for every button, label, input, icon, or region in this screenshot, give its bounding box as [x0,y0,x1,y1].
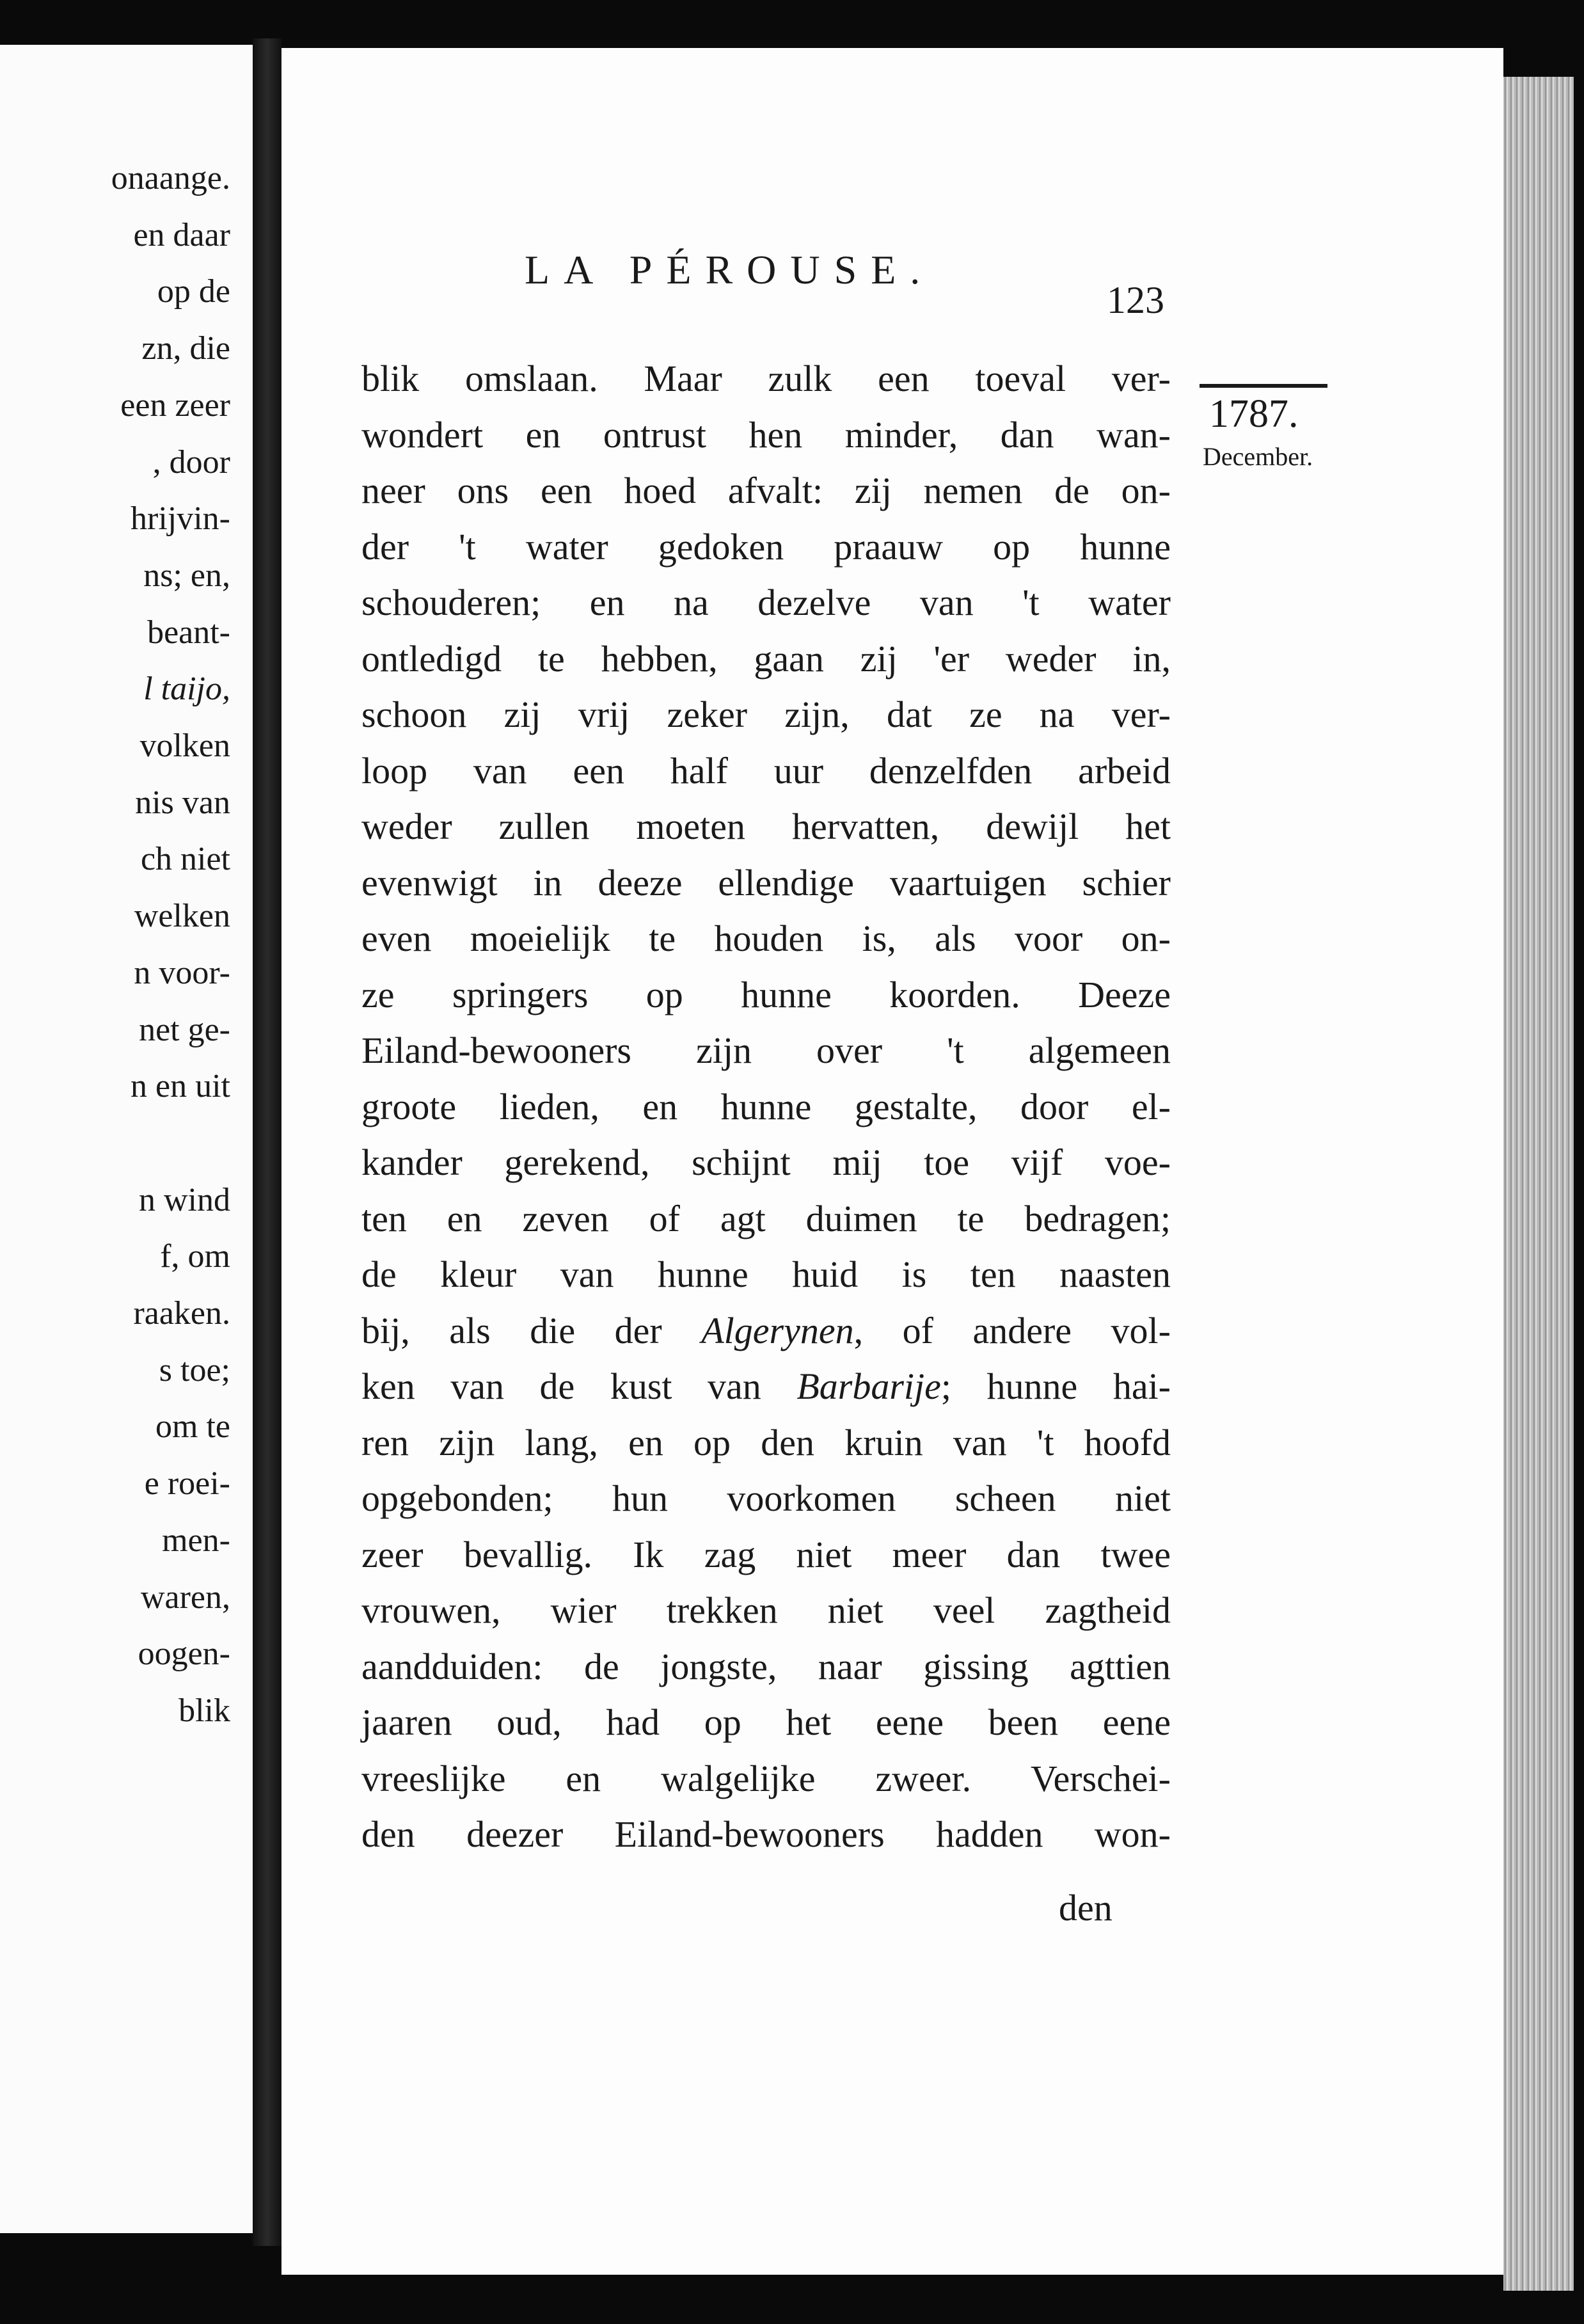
text-line [361,351,1171,407]
text-segment: ren zijn lang, en op den kruin van 't hoofd [361,1421,1171,1463]
text-line [361,1246,1171,1303]
text-segment: den deezer Eiland-bewooners hadden won- [361,1813,1171,1855]
left-page-fragment: f, om [160,1238,230,1275]
left-page-fragment: onaange. [111,160,230,196]
italic-place-name: Algerynen [701,1309,854,1351]
catchword: den [1059,1887,1113,1929]
left-page-fragment: s toe; [159,1351,230,1389]
text-segment: , of andere vol- [853,1309,1171,1351]
text-line [361,1806,1171,1863]
text-line [361,743,1171,799]
body-text [361,351,1171,1863]
text-segment: neer ons een hoed afvalt: zij nemen de on- [361,470,1171,511]
text-line [361,463,1171,519]
left-page-fragment: men- [162,1522,230,1559]
text-segment: ontledigd te hebben, gaan zij 'er weder in, [361,637,1171,680]
text-line [361,1751,1171,1807]
text-segment: ten en zeven of agt duimen te bedragen; [361,1197,1171,1239]
text-line [361,855,1171,911]
text-segment: ; hunne hai- [940,1365,1171,1407]
text-segment: vrouwen, wier trekken niet veel zagtheid [361,1589,1171,1631]
text-segment: ken van de kust van [361,1365,797,1407]
text-line [361,1358,1171,1415]
text-line [361,407,1171,463]
text-segment: wondert en ontrust hen minder, dan wan- [361,413,1171,456]
text-line [361,1415,1171,1471]
text-line [361,687,1171,743]
left-page-fragment: om te [155,1408,230,1445]
left-page-fragment: l taijo, [143,671,230,708]
left-page-fragment: nis van [135,784,230,821]
text-line [361,1303,1171,1359]
left-page-fragment: net ge- [139,1011,230,1048]
left-page-fragment: ch niet [140,841,230,878]
text-segment: ze springers op hunne koorden. Deeze [361,973,1171,1015]
marginal-month: December. [1203,442,1313,471]
text-segment: schouderen; en na dezelve van 't water [361,582,1171,623]
text-segment: der 't water gedoken praauw op hunne [361,525,1171,568]
text-segment: schoon zij vrij zeker zijn, dat ze na ver- [361,694,1171,735]
text-line [361,519,1171,575]
text-segment: bij, als die der [361,1309,702,1351]
text-segment: groote lieden, en hunne gestalte, door el- [361,1085,1171,1127]
text-line [361,1639,1171,1695]
text-line [361,1582,1171,1639]
left-page-fragment: op de [157,273,230,310]
text-segment: opgebonden; hun voorkomen scheen niet [361,1477,1171,1519]
text-line [361,631,1171,687]
text-line [361,575,1171,631]
text-line [361,1527,1171,1583]
text-segment: even moeielijk te houden is, als voor on- [361,918,1171,959]
book-gutter [253,38,281,2246]
left-page-fragment: , door [152,443,230,481]
left-page-fragment: beant- [147,614,230,651]
left-page-fragment: raaken. [133,1295,230,1332]
text-line [361,911,1171,967]
text-segment: jaaren oud, had op het eene been eene [361,1701,1171,1743]
page-edges [1503,77,1574,2291]
text-segment: vreeslijke en walgelijke zweer. Verschei- [361,1757,1171,1799]
running-head: LA PÉROUSE. [525,247,935,292]
left-page [0,45,256,2233]
left-page-fragment: blik [178,1692,230,1729]
text-segment: blik omslaan. Maar zulk een toeval ver- [361,358,1171,399]
left-page-fragment: ns; en, [143,557,230,594]
text-segment: evenwigt in deeze ellendige vaartuigen schier [361,861,1171,903]
left-page-fragment: oogen- [138,1636,230,1673]
left-page-fragment: waren, [140,1579,230,1616]
left-page-fragment: n en uit [131,1068,230,1105]
text-segment: Eiland-bewooners zijn over 't algemeen [361,1030,1171,1071]
text-line [361,799,1171,855]
text-segment: aandduiden: de jongste, naar gissing agttien [361,1645,1171,1687]
italic-place-name: Barbarije [796,1365,941,1407]
text-line [361,1470,1171,1527]
left-page-fragment: volken [139,728,230,764]
left-page-fragment: n wind [139,1181,230,1218]
left-page-fragment: hrijvin- [131,500,230,537]
text-line [361,1134,1171,1191]
text-line [361,1079,1171,1135]
marginal-rule [1200,384,1327,388]
text-segment: weder zullen moeten hervatten, dewijl het [361,806,1171,847]
text-segment: loop van een half uur denzelfden arbeid [361,749,1171,792]
marginal-year: 1787. [1209,392,1299,436]
left-page-fragment: welken [134,898,230,935]
page-number: 123 [1107,279,1164,321]
left-page-fragment: zn, die [141,330,230,367]
text-segment: kander gerekend, schijnt mij toe vijf voe- [361,1142,1171,1183]
text-segment: zeer bevallig. Ik zag niet meer dan twee [361,1533,1171,1575]
text-line [361,1191,1171,1247]
left-page-fragment: n voor- [134,954,230,991]
text-line [361,1023,1171,1079]
left-page-fragment: een zeer [120,386,230,424]
text-segment: de kleur van hunne huid is ten naasten [361,1254,1171,1295]
left-page-fragment: e roei- [144,1465,230,1502]
text-line [361,1694,1171,1751]
text-line [361,967,1171,1023]
left-page-fragment: en daar [133,216,230,253]
